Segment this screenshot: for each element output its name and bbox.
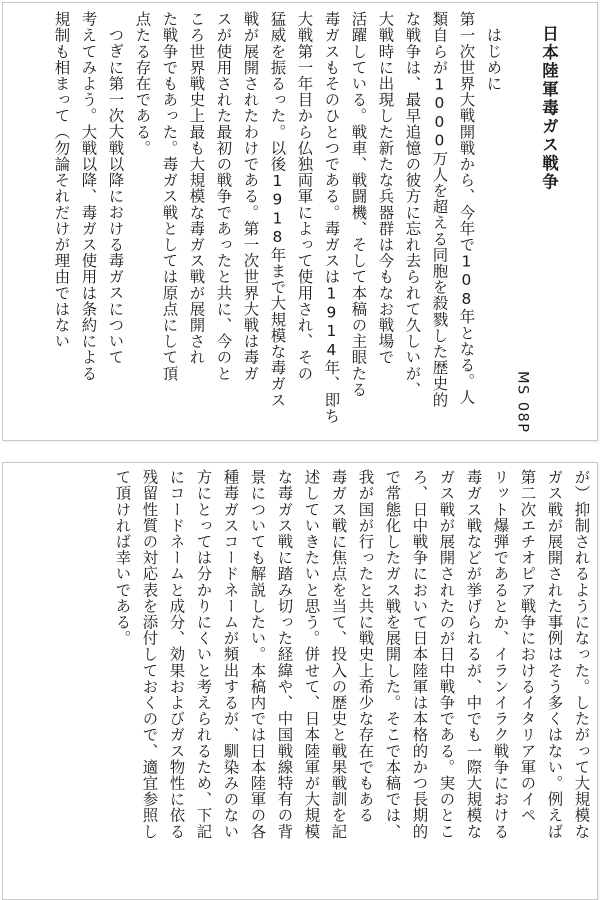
text-column: 猛威を振るった。以後1918年まで大規模な毒ガス (268, 11, 287, 408)
text-column: た戦争でもあった。毒ガス戦としては原点にして頂 (160, 11, 179, 382)
text-column: 大戦時に出現した新たな兵器群は今もなお戦場で (376, 11, 395, 366)
text-column: 毒ガス戦に焦点を当て、投入の歴史と戦果戦訓を記 (329, 469, 348, 840)
text-column: ころ世界戦史上最も大規模な毒ガス戦が展開され (187, 11, 206, 366)
page-1 (2, 2, 598, 441)
text-column: な戦争は、最早追憶の彼方に忘れ去られて久しいが、 (403, 11, 422, 398)
text-column: 規制も相まって（勿論それだけが理由ではない (52, 11, 71, 350)
document-title: 日本陸軍毒ガス戦争 (539, 25, 559, 192)
text-column: 考えてみよう。大戦以降、毒ガス使用は条約による (79, 11, 98, 382)
text-column: 我が国が行ったと共に戦史上希少な存在でもある (356, 469, 375, 824)
text-column: が）抑制されるようになった。したがって大規模な (572, 469, 591, 840)
text-column: 景についても解説したい。本稿内では日本陸軍の各 (248, 469, 267, 840)
text-column: な毒ガス戦に踏み切った経緯や、中国戦線特有の背 (275, 469, 294, 840)
text-column: 第二次エチオピア戦争におけるイタリア軍のイペ (518, 469, 537, 824)
text-column: 方にとっては分かりにくいと考えられるため、下記 (194, 469, 213, 840)
text-column: 大戦第一年目から仏独両軍によって使用され、その (295, 11, 314, 382)
text-column: 点たる存在である。 (133, 11, 152, 156)
text-column: 述していきたいと思う。併せて、日本陸軍が大規模 (302, 469, 321, 840)
text-column: スが使用された最初の戦争であったと共に、今のと (214, 11, 233, 382)
text-column: ガス戦が展開されたのが日中戦争である。実のとこ (437, 469, 456, 840)
section-heading: はじめに (484, 27, 503, 92)
text-column: 残留性質の対応表を添付しておくので、適宜参照し (140, 469, 159, 840)
text-column: 毒ガスもそのひとつである。毒ガスは1914年、即ち (322, 11, 341, 424)
text-column: 類自らが1000万人を超える同胞を殺戮した歴史的 (430, 11, 449, 408)
text-column: 第一次世界大戦開戦から、今年で108年となる。人 (457, 11, 476, 406)
document-code: MS 08P (514, 371, 531, 434)
text-column: 活躍している。戦車、戦闘機、そして本稿の主眼たる (349, 11, 368, 398)
text-column: 種毒ガスコードネームが頻出するが、馴染みのない (221, 469, 240, 840)
text-column: ろ、日中戦争において日本陸軍は本格的かつ長期的 (410, 469, 429, 840)
text-column: 戦が展開されたわけである。第一次世界大戦は毒ガ (241, 11, 260, 382)
text-column: ガス戦が展開された事例はそう多くはない。例えば (545, 469, 564, 840)
text-column: にコードネームと成分、効果およびガス物性に依る (167, 469, 186, 840)
text-column: で常態化したガス戦を展開した。そこで本稿では、 (383, 469, 402, 840)
page-2 (2, 462, 598, 900)
text-column: リット爆弾であるとか、イランイラク戦争における (491, 469, 510, 840)
text-column: 毒ガス戦などが挙げられるが、中でも一際大規模な (464, 469, 483, 840)
text-column: つぎに第一次大戦以降における毒ガスについて (106, 27, 125, 366)
text-column: て頂ければ幸いである。 (113, 469, 132, 647)
